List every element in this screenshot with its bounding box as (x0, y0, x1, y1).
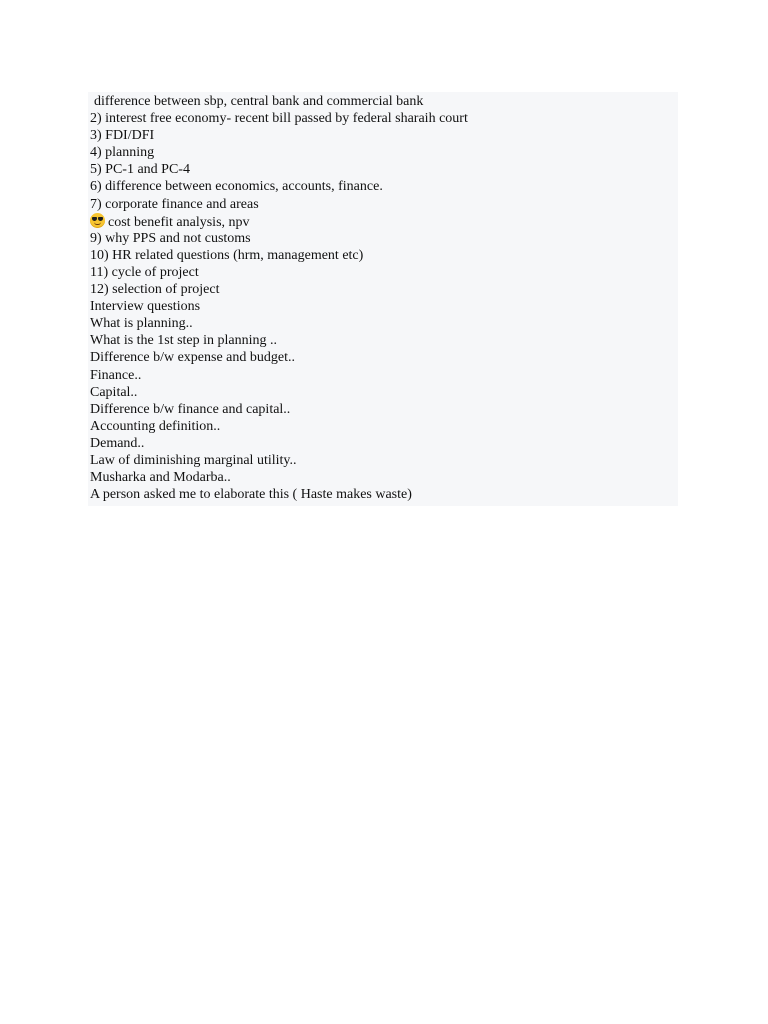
note-line: Difference b/w expense and budget.. (90, 350, 295, 366)
note-line-text: cost benefit analysis, npv (108, 214, 250, 230)
note-line: 5) PC-1 and PC-4 (90, 162, 190, 178)
note-line: Law of diminishing marginal utility.. (90, 452, 297, 468)
note-line: 7) corporate finance and areas (90, 196, 259, 212)
interview-notes-text (88, 92, 678, 506)
note-line: Capital.. (90, 384, 138, 400)
note-line: 3) FDI/DFI (90, 128, 155, 144)
note-line: 11) cycle of project (90, 264, 199, 280)
note-line: 10) HR related questions (hrm, management etc) (90, 247, 364, 263)
note-line: 12) selection of project (90, 282, 220, 298)
section-heading: Interview questions (90, 299, 201, 315)
note-line: What is the 1st step in planning .. (90, 333, 278, 349)
note-line-with-emoji (90, 213, 678, 230)
note-line: A person asked me to elaborate this ( Haste makes waste) (90, 487, 412, 503)
note-line: Musharka and Modarba.. (90, 470, 231, 486)
note-line: Finance.. (90, 367, 142, 383)
note-line: difference between sbp, central bank and commercial bank (94, 94, 424, 109)
note-line: Demand.. (90, 435, 145, 451)
note-line: What is planning.. (90, 316, 193, 332)
note-line: 2) interest free economy- recent bill passed by federal sharaih court (90, 111, 468, 127)
note-line: 6) difference between economics, accounts, finance. (90, 179, 383, 195)
note-line: Accounting definition.. (90, 418, 221, 434)
note-line: 9) why PPS and not customs (90, 230, 251, 246)
smiling-face-with-sunglasses-icon (90, 213, 105, 228)
note-line: Difference b/w finance and capital.. (90, 401, 291, 417)
note-line: 4) planning (90, 145, 155, 161)
